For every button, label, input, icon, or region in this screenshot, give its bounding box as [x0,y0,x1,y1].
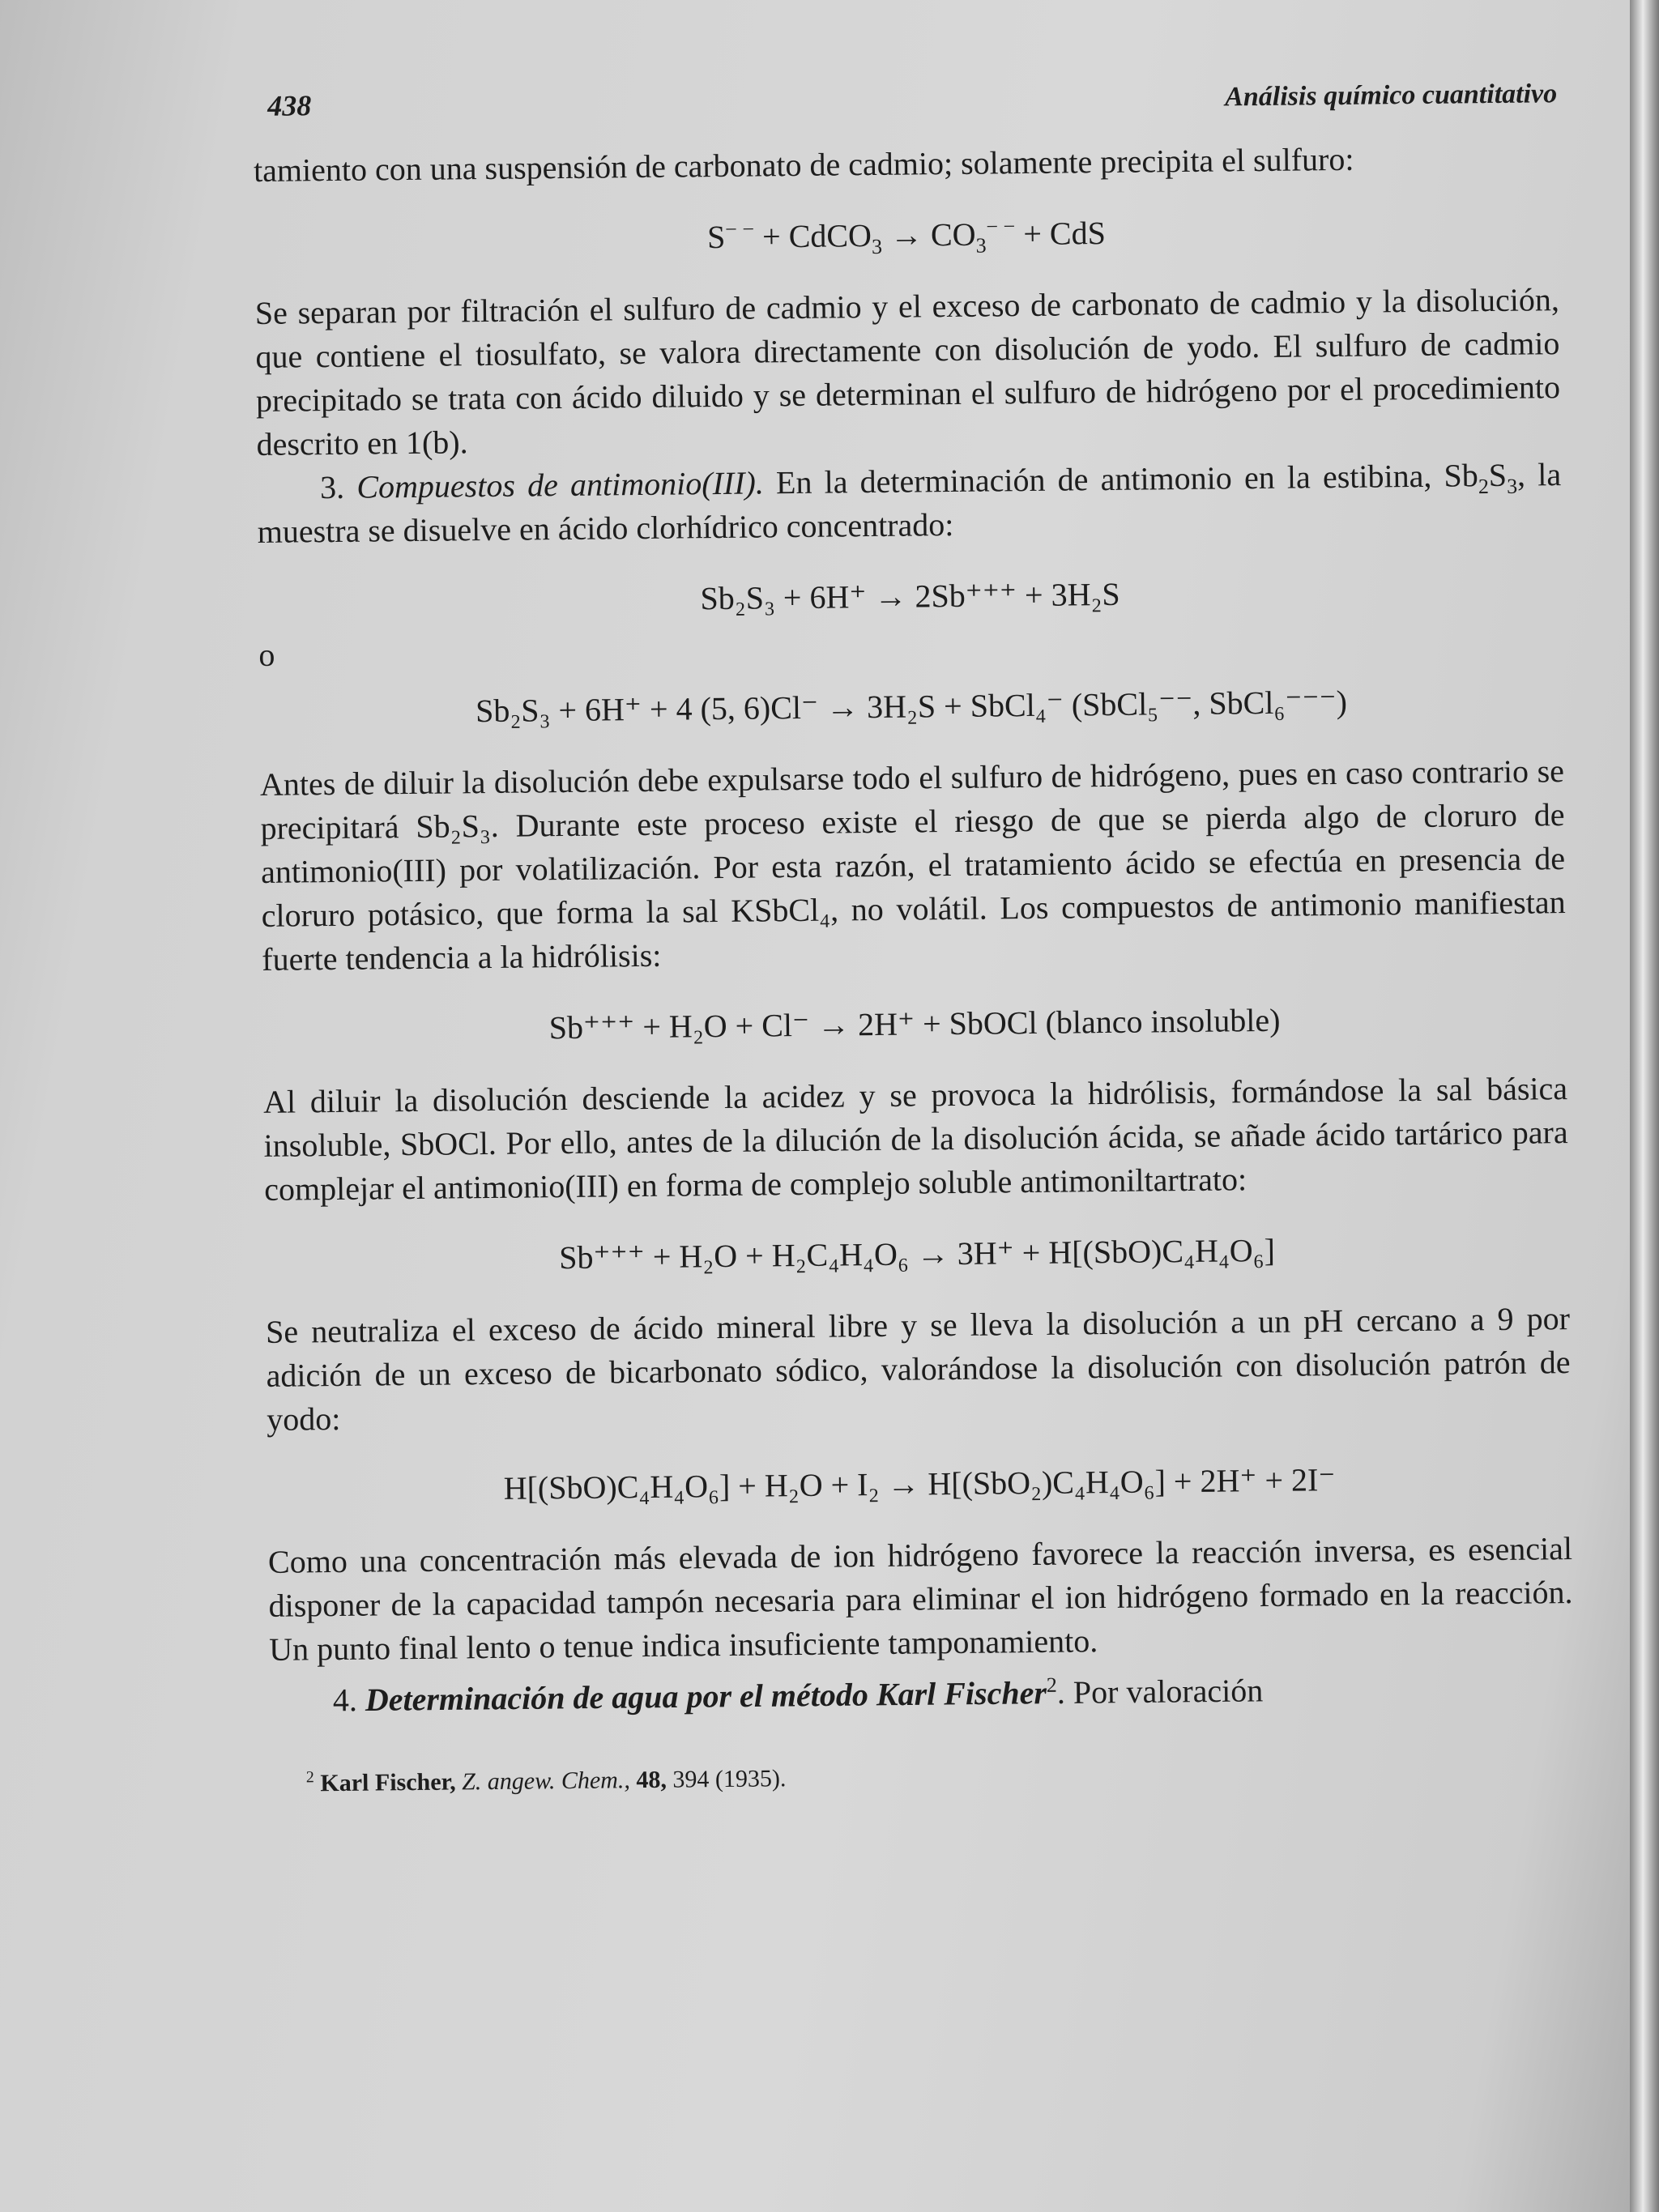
paragraph-intro: tamiento con una suspensión de carbonato de cadmio; solamente precipita el sulfuro: [253,140,1354,189]
footnote-journal: Z. angew. Chem., [461,1767,631,1796]
equation-chloro-complex: Sb₂S₃ + 6H⁺ + 4 (5, 6)Cl⁻ → 3H₂S + SbCl₄⁻ (SbCl₅⁻⁻, SbCl₆⁻⁻⁻) [475,683,1348,730]
equation-cadmium: S− − + CdCO$_3$ → $CO_3^{- -}$ + CdS [706,214,1107,259]
equation-iodine-titration: H[(SbO)C₄H₄O₆] + H₂O + I₂ → H[(SbO₂)C₄H₄O₆] + 2H⁺ + 2I⁻ [503,1461,1336,1507]
equation-stibnite-dissolution: Sb₂S₃ + 6H⁺ → 2Sb⁺⁺⁺ + 3H₂S [700,575,1120,617]
conjunction-or: o [258,636,275,673]
footnote-pages-year: 394 (1935). [672,1765,787,1794]
section-title: Compuestos de antimonio(III). [356,464,765,505]
section-title: Determinación de agua por el método Karl Fischer [365,1674,1047,1718]
paragraph-section-3: 3. Compuestos de antimonio(III). En la determinación de antimonio en la estibina, $Sb_2S_3$, la muestra se disuelve en ácido clorhídrico concentrado: [257,456,1562,550]
footnote-author: Karl Fischer, [320,1768,456,1797]
paragraph-dilution: Antes de diluir la disolución debe expulsarse todo el sulfuro de hidrógeno, pues en caso contrario se precipitará Sb₂S₃. Durante este proceso existe el riesgo de que se pierda algo de cloruro de antimonio(III) por volatilización. Por esta razón, el tratamiento ácido se efectúa en presencia de cloruro potásico, que forma la sal KSbCl₄, no volátil. Los compuestos de antimonio manifiestan fuerte tendencia a la hidrólisis: [259,752,1566,978]
running-title: Análisis químico cuantitativo [1225,79,1558,113]
paragraph-filtration: Se separan por filtración el sulfuro de cadmio y el exceso de carbonato de cadmio y la disolución, que contiene el tiosulfato, se valora directamente con disolución de yodo. El sulfuro de cadmio precipitado se trata con ácido diluido y se determinan el sulfuro de hidrógeno por el procedimiento descrito en 1(b). [254,281,1561,462]
paragraph-section-4: 4. Determinación de agua por el método Karl Fischer$^2$. Por valoración [332,1672,1264,1719]
page-header [253,75,1558,139]
equation-hydrolysis: Sb⁺⁺⁺ + H₂O + Cl⁻ → 2H⁺ + SbOCl (blanco insoluble) [548,1001,1281,1046]
section-number: 4. [332,1681,358,1719]
section-number: 3. [319,468,345,506]
footnote [271,1748,1575,1801]
equation-tartrate-complex: Sb⁺⁺⁺ + H₂O + H₂C₄H₄O₆ → 3H⁺ + H[(SbO)C₄H₄O₆] [559,1231,1276,1276]
page-content [253,75,1575,1801]
book-spine-edge [1630,0,1659,2212]
paragraph-tartaric: Al diluir la disolución desciende la acidez y se provoca la hidrólisis, formándose la sal básica insoluble, SbOCl. Por ello, antes de la dilución de la disolución ácida, se añade ácido tartárico para complejar el antimonio(III) en forma de complejo soluble antimoniltartrato: [262,1070,1568,1208]
page-number: 438 [267,89,312,122]
paragraph-neutralize: Se neutraliza el exceso de ácido mineral libre y se lleva la disolución a un pH cercano a 9 por adición de un exceso de bicarbonato sódico, valorándose la disolución con disolución patrón de yodo: [265,1300,1571,1438]
paragraph-buffer: Como una concentración más elevada de ion hidrógeno favorece la reacción inversa, es esencial disponer de la capacidad tampón necesaria para eliminar el ion hidrógeno formado en la reacción. Un punto final lento o tenue indica insuficiente tamponamiento. [267,1530,1573,1668]
footnote-reference: 2 [1046,1673,1057,1697]
footnote-mark: 2 [305,1768,314,1787]
footnote-volume: 48, [636,1767,667,1794]
